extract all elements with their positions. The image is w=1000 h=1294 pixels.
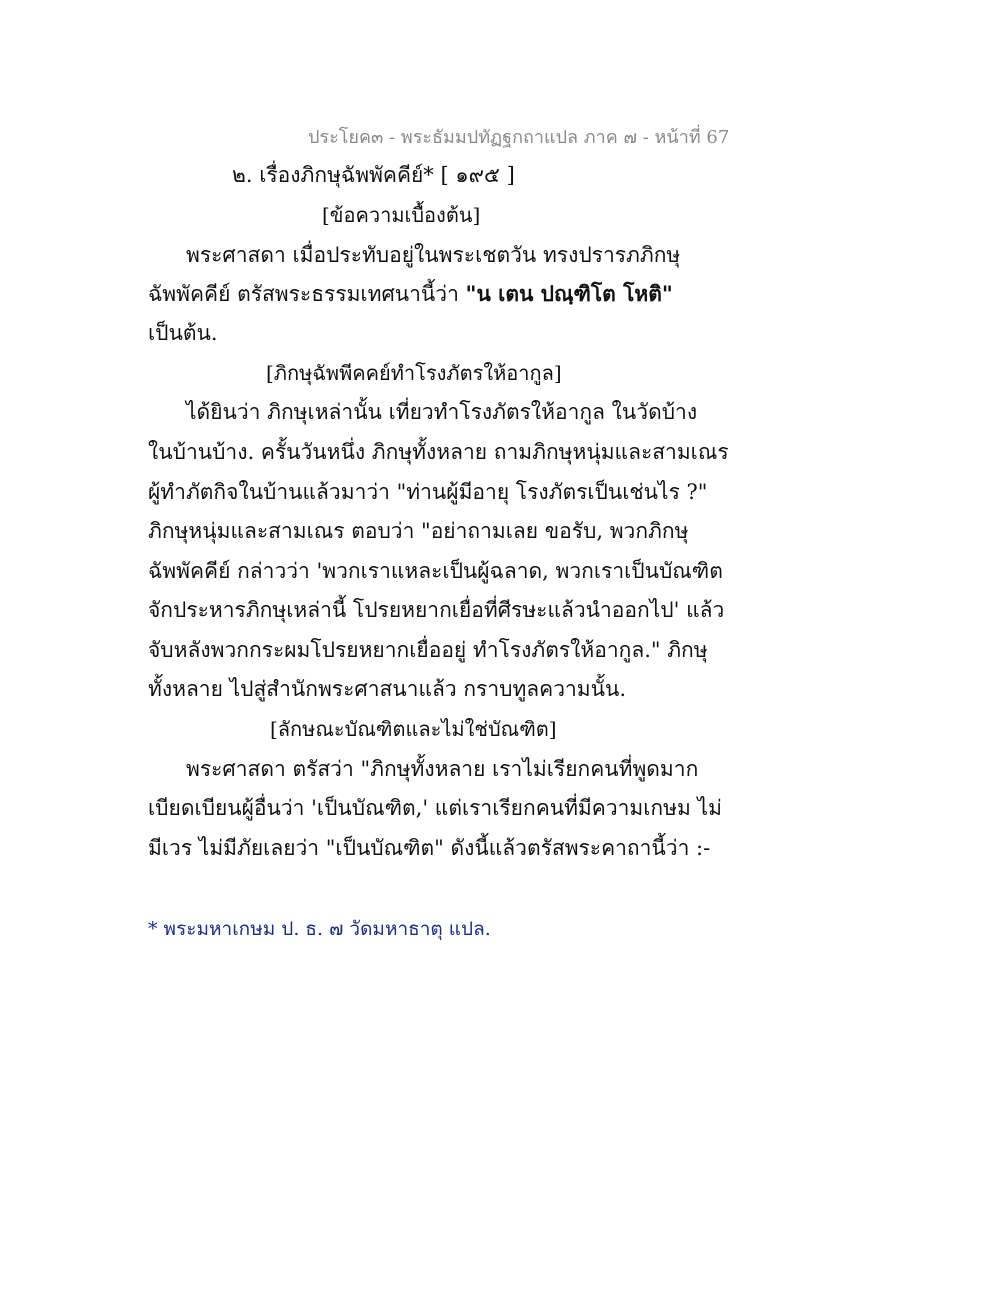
page-header — [0, 122, 1000, 151]
paragraph-line: เบียดเบียนผู้อื่นว่า 'เป็นบัณฑิต,' แต่เราเรียกคนที่มีความเกษม ไม่ — [148, 796, 722, 820]
paragraph-line: ฉัพพัคคีย์ กล่าวว่า 'พวกเราแหละเป็นผู้ฉลาด, พวกเราเป็นบัณฑิต — [148, 559, 723, 583]
paragraph-line: พระศาสดา ตรัสว่า "ภิกษุทั้งหลาย เราไม่เรียกคนที่พูดมาก — [186, 757, 699, 781]
paragraph-line: พระศาสดา เมื่อประทับอยู่ในพระเชตวัน ทรงปรารภภิกษุ — [186, 243, 681, 267]
paragraph-line: ทั้งหลาย ไปสู่สำนักพระศาสนาแล้ว กราบทูลความนั้น. — [148, 677, 627, 701]
paragraph-line: ผู้ทำภัตกิจในบ้านแล้วมาว่า "ท่านผู้มีอายุ โรงภัตรเป็นเช่นไร ?" — [148, 480, 708, 504]
paragraph-text: ฉัพพัคคีย์ ตรัสพระธรรมเทศนานี้ว่า — [148, 282, 466, 306]
page-header-text: ประโยค๓ - พระธัมมปทัฏฐกถาแปล ภาค ๗ - หน้าที่ 67 — [308, 127, 730, 148]
section-heading-wise: [ลักษณะบัณฑิตและไม่ใช่บัณฑิต] — [270, 717, 557, 741]
paragraph-line — [148, 279, 673, 309]
footnote: * พระมหาเกษม ป. ธ. ๗ วัดมหาธาตุ แปล. — [148, 918, 491, 940]
paragraph-line: จับหลังพวกกระผมโปรยหยากเยื่ออยู่ ทำโรงภัตรให้อากูล." ภิกษุ — [148, 638, 708, 662]
paragraph-line: ภิกษุหนุ่มและสามเณร ตอบว่า "อย่าถามเลย ขอรับ, พวกภิกษุ — [148, 519, 689, 543]
section-heading-intro: [ข้อความเบื้องต้น] — [322, 203, 481, 227]
pali-quote: "น เตน ปณฺฑิโต โหติ" — [465, 281, 673, 306]
paragraph-line: ได้ยินว่า ภิกษุเหล่านั้น เที่ยวทำโรงภัตรให้อากูล ในวัดบ้าง — [186, 400, 698, 424]
paragraph-line: ในบ้านบ้าง. ครั้นวันหนึ่ง ภิกษุทั้งหลาย ถามภิกษุหนุ่มและสามเณร — [148, 440, 729, 464]
paragraph-line: จักประหารภิกษุเหล่านี้ โปรยหยากเยื่อที่ศีรษะแล้วนำออกไป' แล้ว — [148, 598, 725, 622]
story-title: ๒. เรื่องภิกษุฉัพพัคคีย์* [ ๑๙๕ ] — [232, 163, 515, 187]
paragraph-line: เป็นต้น. — [148, 321, 218, 345]
paragraph-line: มีเวร ไม่มีภัยเลยว่า "เป็นบัณฑิต" ดังนี้แล้วตรัสพระคาถานี้ว่า :- — [148, 836, 711, 860]
section-heading-story: [ภิกษุฉัพพีคคย์ทำโรงภัตรให้อากูล] — [266, 361, 562, 385]
